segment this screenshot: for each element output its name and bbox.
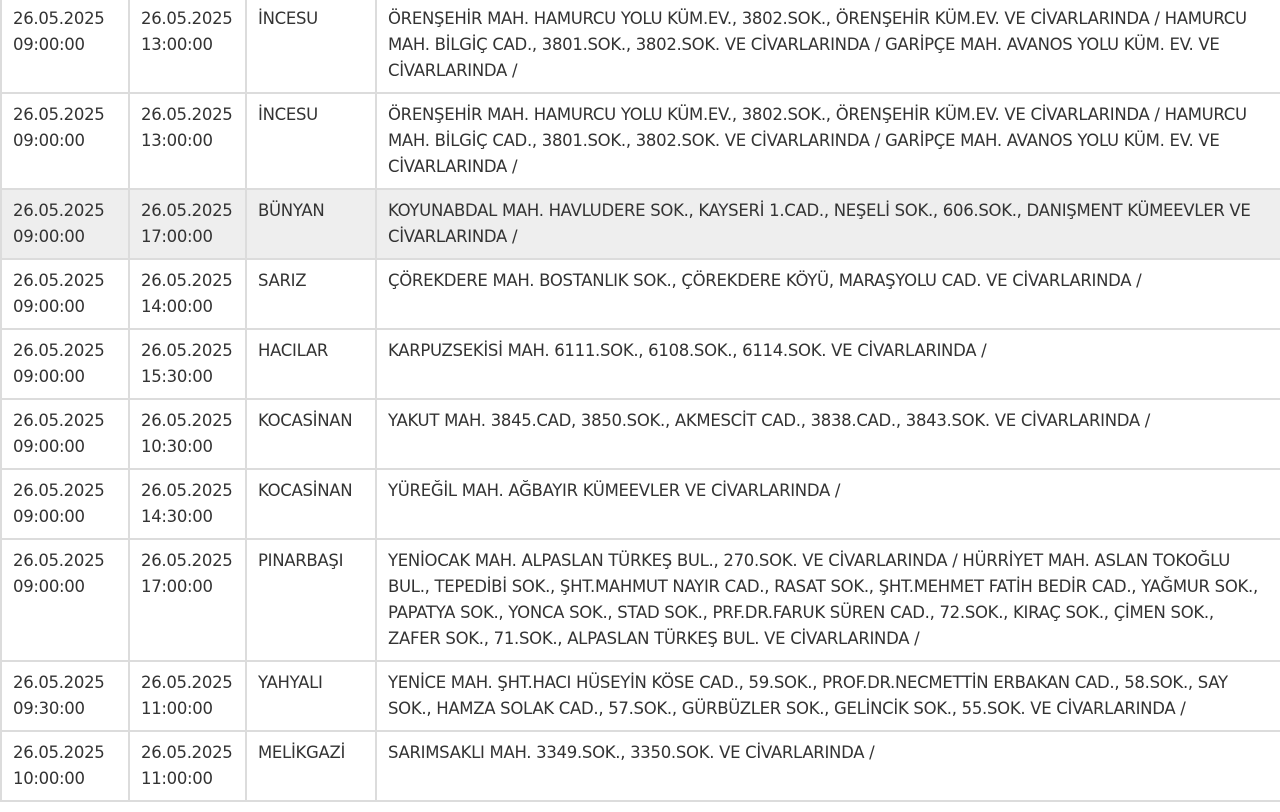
start-cell	[1, 329, 129, 399]
start-cell	[1, 259, 129, 329]
start-time: 09:00:00	[13, 227, 85, 246]
end-date: 26.05.2025	[141, 673, 233, 692]
end-date: 26.05.2025	[141, 551, 233, 570]
end-cell	[129, 539, 246, 661]
start-date: 26.05.2025	[13, 673, 105, 692]
end-cell	[129, 399, 246, 469]
district-cell: BÜNYAN	[246, 189, 376, 259]
start-date: 26.05.2025	[13, 105, 105, 124]
start-cell	[1, 189, 129, 259]
district-cell: İNCESU	[246, 0, 376, 93]
end-date: 26.05.2025	[141, 9, 233, 28]
start-cell	[1, 661, 129, 731]
areas-cell: KOYUNABDAL MAH. HAVLUDERE SOK., KAYSERİ 1.CAD., NEŞELİ SOK., 606.SOK., DANIŞMENT KÜMEEVLER VE CİVARLARINDA /	[376, 189, 1280, 259]
start-time: 09:00:00	[13, 131, 85, 150]
areas-cell: YENİOCAK MAH. ALPASLAN TÜRKEŞ BUL., 270.SOK. VE CİVARLARINDA / HÜRRİYET MAH. ASLAN TOKOĞLU BUL., TEPEDİBİ SOK., ŞHT.MAHMUT NAYIR CAD., RASAT SOK., ŞHT.MEHMET FATİH BEDİR CAD., YAĞMUR SOK., PAPATYA SOK., YONCA SOK., STAD SOK., PRF.DR.FARUK SÜREN CAD., 72.SOK., KIRAÇ SOK., ÇİMEN SOK., ZAFER SOK., 71.SOK., ALPASLAN TÜRKEŞ BUL. VE CİVARLARINDA /	[376, 539, 1280, 661]
table-row	[1, 661, 1280, 731]
start-date: 26.05.2025	[13, 341, 105, 360]
areas-cell: KARPUZSEKİSİ MAH. 6111.SOK., 6108.SOK., 6114.SOK. VE CİVARLARINDA /	[376, 329, 1280, 399]
end-date: 26.05.2025	[141, 201, 233, 220]
table-row	[1, 399, 1280, 469]
start-date: 26.05.2025	[13, 201, 105, 220]
end-cell	[129, 469, 246, 539]
district-cell: KOCASİNAN	[246, 399, 376, 469]
areas-cell: YAKUT MAH. 3845.CAD, 3850.SOK., AKMESCİT CAD., 3838.CAD., 3843.SOK. VE CİVARLARINDA /	[376, 399, 1280, 469]
areas-cell: YÜREĞİL MAH. AĞBAYIR KÜMEEVLER VE CİVARLARINDA /	[376, 469, 1280, 539]
table-row	[1, 469, 1280, 539]
areas-cell: SARIMSAKLI MAH. 3349.SOK., 3350.SOK. VE CİVARLARINDA /	[376, 731, 1280, 801]
areas-cell: ÖRENŞEHİR MAH. HAMURCU YOLU KÜM.EV., 3802.SOK., ÖRENŞEHİR KÜM.EV. VE CİVARLARINDA / HAMURCU MAH. BİLGİÇ CAD., 3801.SOK., 3802.SOK. VE CİVARLARINDA / GARİPÇE MAH. AVANOS YOLU KÜM. EV. VE CİVARLARINDA /	[376, 93, 1280, 189]
end-date: 26.05.2025	[141, 271, 233, 290]
start-date: 26.05.2025	[13, 9, 105, 28]
district-cell: MELİKGAZİ	[246, 731, 376, 801]
areas-cell: ÖRENŞEHİR MAH. HAMURCU YOLU KÜM.EV., 3802.SOK., ÖRENŞEHİR KÜM.EV. VE CİVARLARINDA / HAMURCU MAH. BİLGİÇ CAD., 3801.SOK., 3802.SOK. VE CİVARLARINDA / GARİPÇE MAH. AVANOS YOLU KÜM. EV. VE CİVARLARINDA /	[376, 0, 1280, 93]
start-time: 09:00:00	[13, 437, 85, 456]
end-cell	[129, 0, 246, 93]
table-row	[1, 539, 1280, 661]
start-time: 09:00:00	[13, 35, 85, 54]
start-cell	[1, 0, 129, 93]
start-time: 09:00:00	[13, 577, 85, 596]
areas-cell: YENİCE MAH. ŞHT.HACI HÜSEYİN KÖSE CAD., 59.SOK., PROF.DR.NECMETTİN ERBAKAN CAD., 58.SOK., SAY SOK., HAMZA SOLAK CAD., 57.SOK., GÜRBÜZLER SOK., GELİNCİK SOK., 55.SOK. VE CİVARLARINDA /	[376, 661, 1280, 731]
start-cell	[1, 399, 129, 469]
end-cell	[129, 329, 246, 399]
start-cell	[1, 469, 129, 539]
end-time: 10:30:00	[141, 437, 213, 456]
table-row	[1, 731, 1280, 801]
end-time: 17:00:00	[141, 577, 213, 596]
end-cell	[129, 731, 246, 801]
district-cell: SARIZ	[246, 259, 376, 329]
end-time: 11:00:00	[141, 699, 213, 718]
start-time: 10:00:00	[13, 769, 85, 788]
table-row	[1, 329, 1280, 399]
end-cell	[129, 661, 246, 731]
district-cell: YAHYALI	[246, 661, 376, 731]
start-time: 09:00:00	[13, 297, 85, 316]
start-date: 26.05.2025	[13, 411, 105, 430]
end-date: 26.05.2025	[141, 481, 233, 500]
end-date: 26.05.2025	[141, 743, 233, 762]
end-time: 11:00:00	[141, 769, 213, 788]
end-cell	[129, 259, 246, 329]
start-date: 26.05.2025	[13, 481, 105, 500]
end-date: 26.05.2025	[141, 411, 233, 430]
start-cell	[1, 93, 129, 189]
district-cell: İNCESU	[246, 93, 376, 189]
start-date: 26.05.2025	[13, 743, 105, 762]
table-row	[1, 0, 1280, 93]
end-time: 15:30:00	[141, 367, 213, 386]
end-cell	[129, 189, 246, 259]
start-date: 26.05.2025	[13, 551, 105, 570]
end-date: 26.05.2025	[141, 105, 233, 124]
table-row-hovered[interactable]	[1, 189, 1280, 259]
start-cell	[1, 539, 129, 661]
start-time: 09:00:00	[13, 507, 85, 526]
start-time: 09:00:00	[13, 367, 85, 386]
district-cell: HACILAR	[246, 329, 376, 399]
district-cell: KOCASİNAN	[246, 469, 376, 539]
end-date: 26.05.2025	[141, 341, 233, 360]
end-time: 14:00:00	[141, 297, 213, 316]
table-row	[1, 259, 1280, 329]
start-time: 09:30:00	[13, 699, 85, 718]
start-date: 26.05.2025	[13, 271, 105, 290]
end-cell	[129, 93, 246, 189]
end-time: 14:30:00	[141, 507, 213, 526]
end-time: 17:00:00	[141, 227, 213, 246]
start-cell	[1, 731, 129, 801]
end-time: 13:00:00	[141, 131, 213, 150]
areas-cell: ÇÖREKDERE MAH. BOSTANLIK SOK., ÇÖREKDERE KÖYÜ, MARAŞYOLU CAD. VE CİVARLARINDA /	[376, 259, 1280, 329]
table-row	[1, 93, 1280, 189]
district-cell: PINARBAŞI	[246, 539, 376, 661]
end-time: 13:00:00	[141, 35, 213, 54]
